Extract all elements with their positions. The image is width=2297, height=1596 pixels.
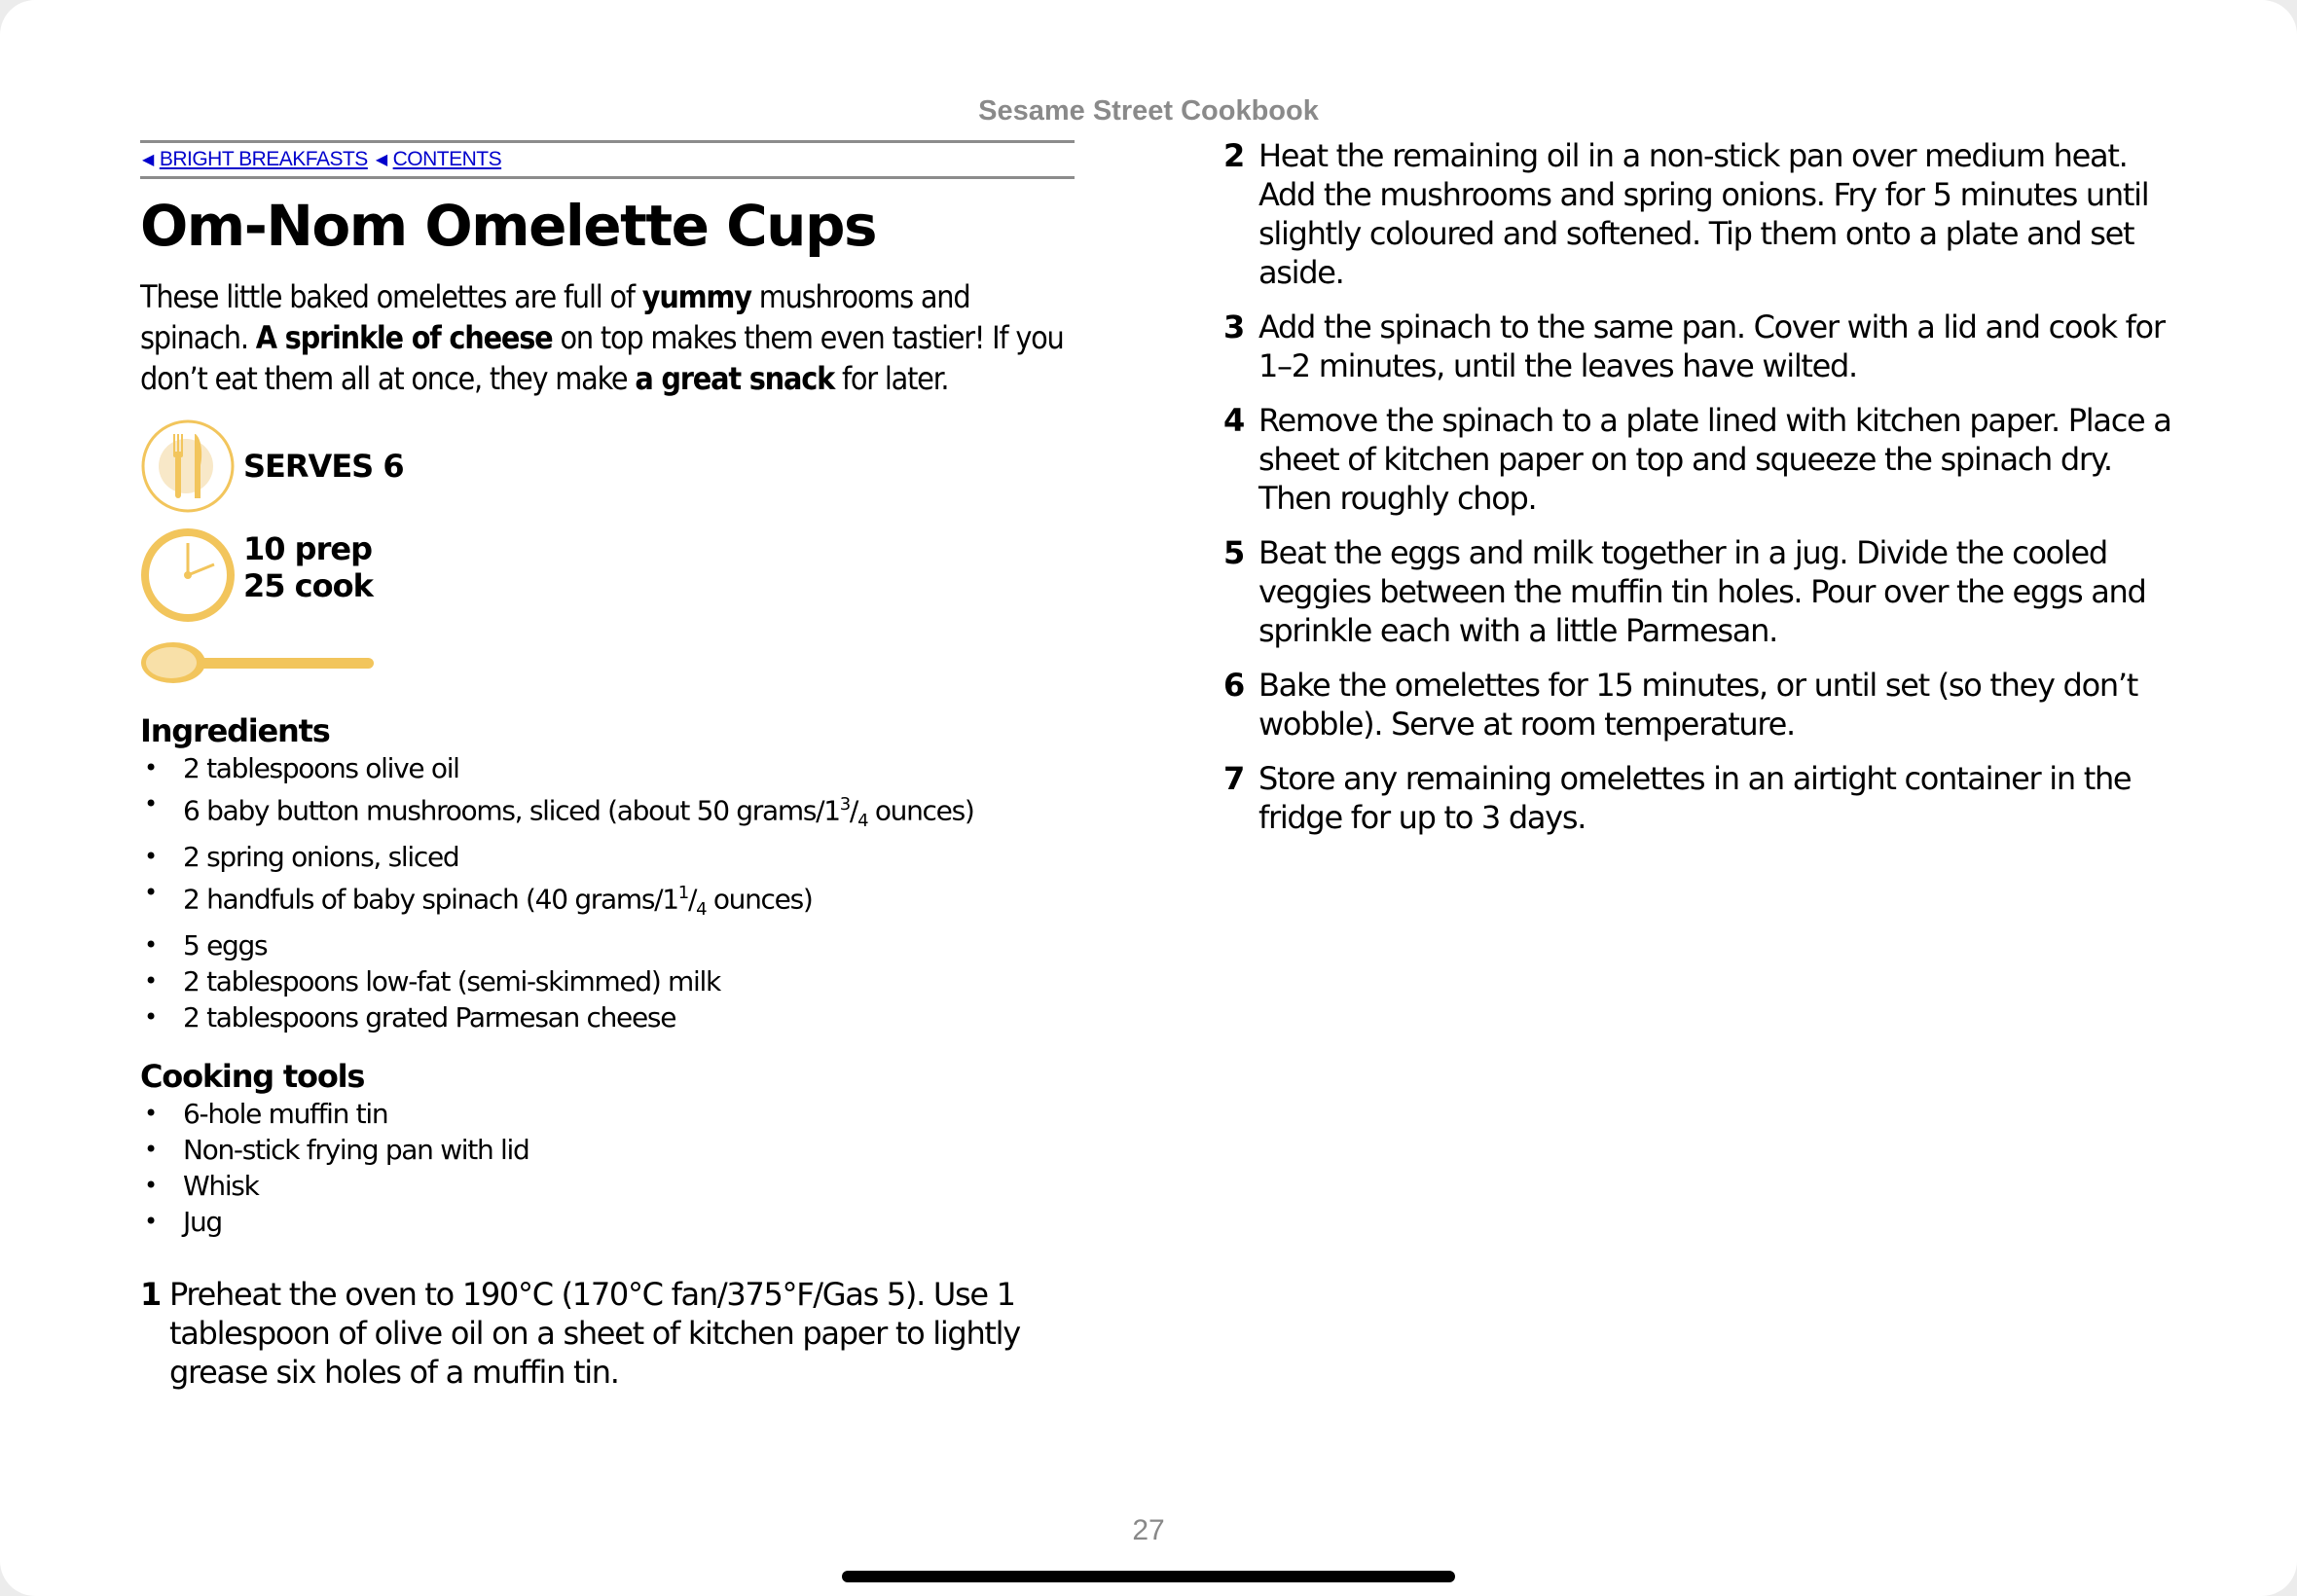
left-page-column (140, 140, 1075, 1407)
clock-icon (140, 527, 236, 623)
contents-link[interactable]: CONTENTS (392, 148, 502, 170)
intro-text: on top makes them even tastier! If you don’t eat them all at once, they make (140, 319, 1064, 397)
back-arrow-icon: ◀ (142, 152, 154, 168)
method-step (1223, 308, 2177, 385)
spoon-icon (140, 638, 379, 687)
tool-item: • 6-hole muffin tin (140, 1096, 1075, 1132)
ingredient-item: • 5 eggs (140, 927, 1075, 963)
recipe-intro (140, 276, 1075, 399)
fraction-numerator: 3 (839, 794, 850, 815)
ingredients-heading: Ingredients (140, 712, 330, 749)
step-text: Add the spinach to the same pan. Cover with a lid and cook for 1–2 minutes, until the leaves have wilted. (1258, 308, 2165, 384)
breadcrumb (140, 140, 1075, 179)
step-number: 2 (1223, 137, 1244, 174)
tool-item: • Non-stick frying pan with lid (140, 1132, 1075, 1168)
step-number: 1 (140, 1275, 161, 1313)
home-indicator[interactable] (842, 1571, 1455, 1582)
tool-item: • Jug (140, 1204, 1075, 1240)
cooking-tools-list (140, 1096, 1075, 1240)
ingredient-text: ounces) (867, 794, 974, 827)
serves-row (140, 418, 1075, 514)
step-number: 6 (1223, 667, 1244, 704)
method-step (1223, 136, 2177, 292)
step-number: 7 (1223, 760, 1244, 797)
tool-item: • Whisk (140, 1168, 1075, 1204)
time-info (243, 530, 373, 604)
book-title: Sesame Street Cookbook (978, 95, 1319, 127)
page-number: 27 (1132, 1514, 1165, 1546)
intro-text: mushrooms and spinach. (140, 278, 970, 356)
ingredient-item: • 2 tablespoons olive oil (140, 750, 1075, 786)
fraction-numerator: 1 (677, 882, 688, 903)
plate-cutlery-icon (140, 418, 236, 514)
step-text: Beat the eggs and milk together in a jug. Divide the cooled veggies between the muffin tin holes. Pour over the eggs and sprinkle each with a little Parmesan. (1258, 534, 2146, 649)
cook-time: 25 cook (243, 567, 373, 604)
method-step (140, 1275, 1075, 1392)
ingredient-item: • 2 tablespoons low-fat (semi-skimmed) milk (140, 963, 1075, 999)
intro-bold: a great snack (635, 360, 835, 397)
method-step (1223, 759, 2177, 837)
step-text: Bake the omelettes for 15 minutes, or until set (so they don’t wobble). Serve at room temperature. (1258, 667, 2137, 743)
ingredient-text: 2 handfuls of baby spinach (40 grams/1 (183, 883, 678, 916)
intro-bold: A sprinkle of cheese (255, 319, 553, 356)
back-arrow-icon: ◀ (375, 152, 387, 168)
prep-time: 10 prep (243, 530, 372, 567)
ingredient-item: • 6 baby button mushrooms, sliced (about 50 grams/$1^3/_4$ ounces) (140, 786, 1075, 839)
intro-text: for later. (834, 360, 949, 397)
ingredient-text: 6 baby button mushrooms, sliced (about 50 grams/1 (183, 794, 840, 827)
ingredient-item: • 2 tablespoons grated Parmesan cheese (140, 999, 1075, 1035)
intro-text: These little baked omelettes are full of (140, 278, 642, 315)
step-text: Store any remaining omelettes in an airtight container in the fridge for up to 3 days. (1258, 760, 2132, 836)
intro-bold: yummy (641, 278, 751, 315)
cooking-tools-heading: Cooking tools (140, 1057, 365, 1095)
step-number: 4 (1223, 402, 1244, 439)
ingredient-item: • 2 spring onions, sliced (140, 839, 1075, 875)
step-text: Preheat the oven to 190°C (170°C fan/375°F/Gas 5). Use 1 tablespoon of olive oil on a sheet of kitchen paper to lightly grease six holes of a muffin tin. (169, 1275, 1020, 1391)
fraction-denominator: 4 (696, 898, 707, 920)
step-text: Heat the remaining oil in a non-stick pan over medium heat. Add the mushrooms and spring onions. Fry for 5 minutes until slightly coloured and softened. Tip them onto a plate and set aside. (1258, 137, 2149, 291)
ingredient-item: • 2 handfuls of baby spinach (40 grams/$1^1/_4$ ounces) (140, 875, 1075, 927)
bright-breakfasts-link[interactable]: BRIGHT BREAKFASTS (159, 148, 368, 170)
right-page-column (1223, 136, 2177, 852)
fraction-denominator: 4 (857, 810, 868, 831)
time-row (140, 527, 1075, 623)
step-number: 3 (1223, 308, 1244, 345)
spoon-divider (140, 638, 1075, 692)
ingredients-list (140, 750, 1075, 1035)
method-step (1223, 666, 2177, 744)
recipe-title: Om-Nom Omelette Cups (140, 193, 877, 259)
ingredient-text: ounces) (706, 883, 813, 916)
step-text: Remove the spinach to a plate lined with kitchen paper. Place a sheet of kitchen paper on top and squeeze the spinach dry. Then roughly chop. (1258, 402, 2171, 517)
serves-label: SERVES 6 (243, 448, 404, 485)
method-step (1223, 401, 2177, 518)
method-step (1223, 533, 2177, 650)
step-number: 5 (1223, 534, 1244, 571)
